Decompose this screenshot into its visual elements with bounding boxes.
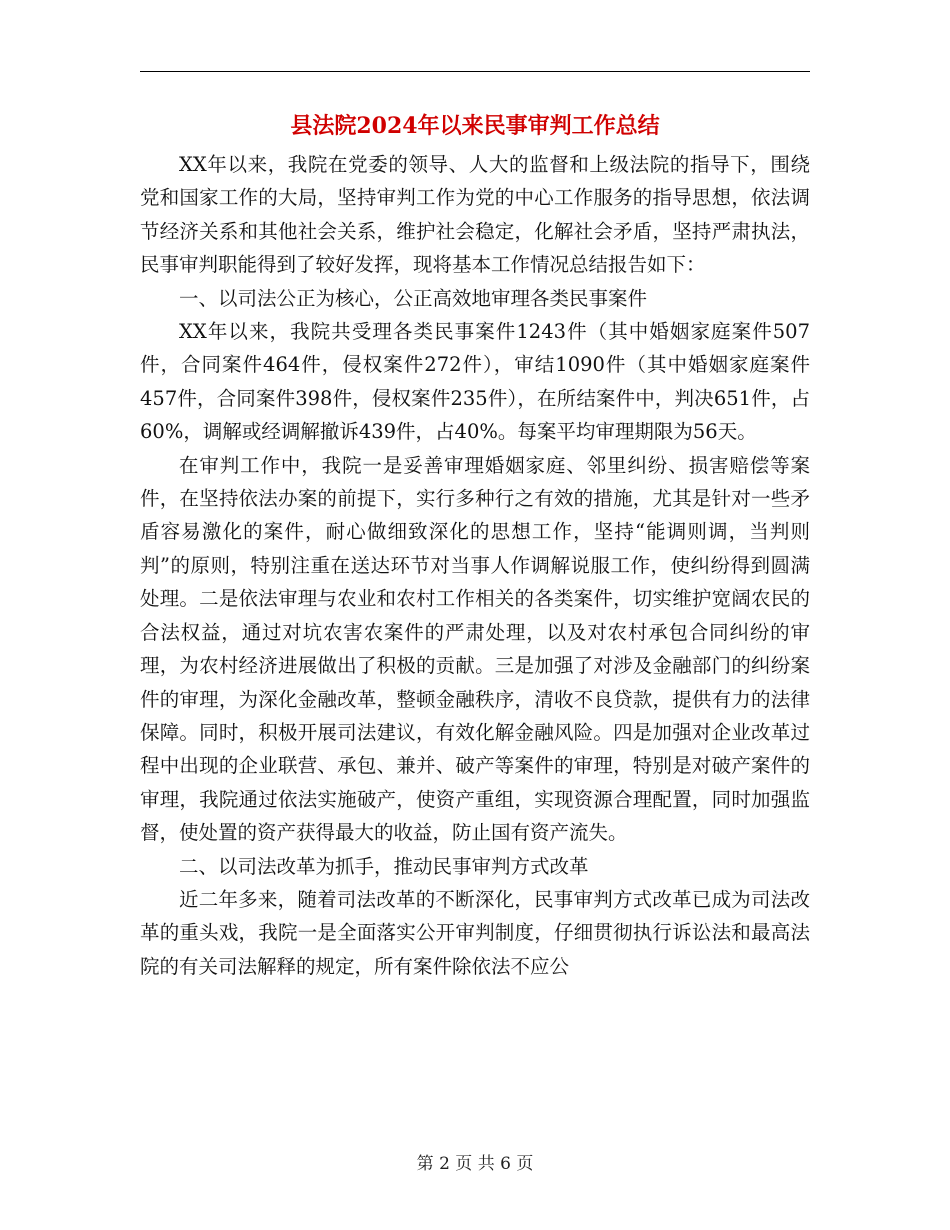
document-body (140, 148, 810, 983)
intro-paragraph: XX年以来，我院在党委的领导、人大的监督和上级法院的指导下，围绕党和国家工作的大局，坚持审判工作为党的中心工作服务的指导思想，依法调节经济关系和其他社会关系，维护社会稳定，化解社会矛盾，坚持严肃执法，民事审判职能得到了较好发挥，现将基本工作情况总结报告如下： (140, 153, 810, 277)
page-number-footer: 第 2 页 共 6 页 (416, 1154, 534, 1174)
reform-paragraph: 近二年多来，随着司法改革的不断深化，民事审判方式改革已成为司法改革的重头戏，我院一是全面落实公开审判制度，仔细贯彻执行诉讼法和最高法院的有关司法解释的规定，所有案件除依法不应公 (140, 887, 810, 978)
statistics-paragraph: XX年以来，我院共受理各类民事案件1243件（其中婚姻家庭案件507件，合同案件464件，侵权案件272件），审结1090件（其中婚姻家庭案件457件，合同案件398件，侵权案件235件），在所结案件中，判决651件，占60%，调解或经调解撤诉439件，占40%。每案平均审理期限为56天。 (140, 320, 810, 444)
section-heading-1: 一、以司法公正为核心，公正高效地审理各类民事案件 (179, 286, 648, 310)
section-heading-2: 二、以司法改革为抓手，推动民事审判方式改革 (179, 854, 589, 878)
header-rule (140, 71, 810, 72)
document-title: 县法院2024年以来民事审判工作总结 (290, 113, 660, 139)
trial-work-paragraph: 在审判工作中，我院一是妥善审理婚姻家庭、邻里纠纷、损害赔偿等案件，在坚持依法办案的前提下，实行多种行之有效的措施，尤其是针对一些矛盾容易激化的案件，耐心做细致深化的思想工作，坚持“能调则调，当判则判”的原则，特别注重在送达环节对当事人作调解说服工作，使纠纷得到圆满处理。二是依法审理与农业和农村工作相关的各类案件，切实维护宽阔农民的合法权益，通过对坑农害农案件的严肃处理，以及对农村承包合同纠纷的审理，为农村经济进展做出了积极的贡献。三是加强了对涉及金融部门的纠纷案件的审理，为深化金融改革，整顿金融秩序，清收不良贷款，提供有力的法律保障。同时，积极开展司法建议，有效化解金融风险。四是加强对企业改革过程中出现的企业联营、承包、兼并、破产等案件的审理，特别是对破产案件的审理，我院通过依法实施破产，使资产重组，实现资源合理配置，同时加强监督，使处置的资产获得最大的收益，防止国有资产流失。 (140, 453, 810, 845)
